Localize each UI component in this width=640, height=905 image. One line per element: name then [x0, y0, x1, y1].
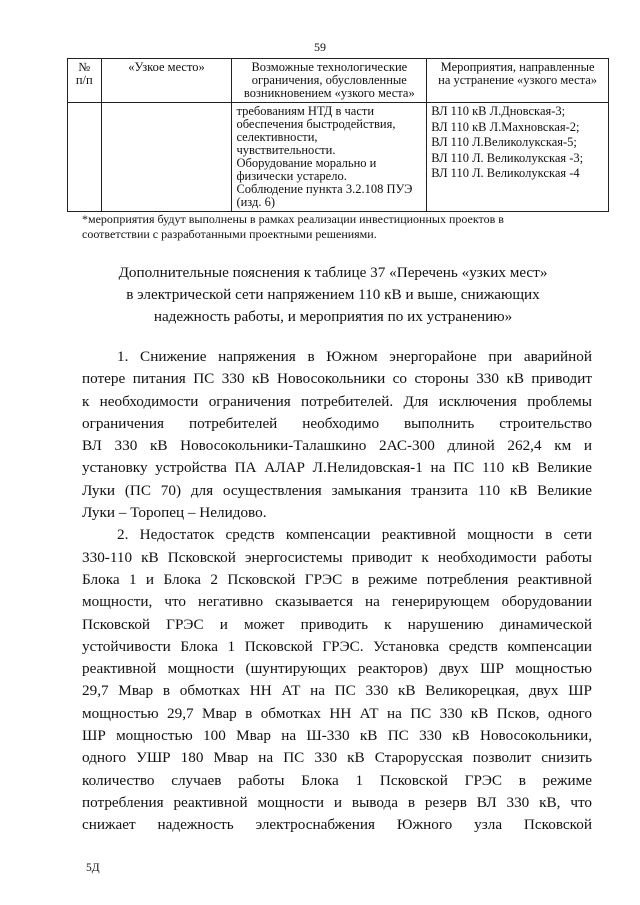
text-line: снижает надежность электроснабжения Южного узла Псковской — [82, 816, 592, 834]
heading-line: в электрической сети напряжением 110 кВ и выше, снижающих — [126, 286, 540, 303]
text-line: 29,7 Мвар в обмотках НН АТ на ПС 330 кВ Великорецкая, двух ШР — [82, 682, 592, 700]
text-line: Луки – Торопец – Нелидово. — [82, 504, 267, 522]
header-num-line: п/п — [75, 73, 93, 87]
header-num-line: № — [78, 60, 91, 74]
footnote-line: *мероприятия будут выполнены в рамках реализации инвестиционных проектов в — [82, 212, 504, 226]
cell-measures-line: ВЛ 110 Л. Великолукская -3; — [431, 150, 584, 165]
header-num — [68, 59, 102, 103]
cell-measures — [427, 103, 609, 212]
header-measures-line: на устранение «узкого места» — [438, 73, 598, 87]
text-line: мощностью 29,7 Мвар в обмотках НН АТ на ПС 330 кВ Псков, одного — [82, 704, 592, 722]
cell-limits-line: (изд. 6) — [236, 195, 276, 209]
cell-measures-line: ВЛ 110 кВ Л.Дновская-3; — [431, 104, 566, 118]
header-limits-line: Возможные технологические — [251, 60, 408, 74]
bottleneck-table — [67, 58, 609, 212]
cell-limits-line: требованиям НТД в части — [236, 104, 375, 118]
cell-limits-line: селективности, — [236, 130, 318, 144]
cell-measures-line: ВЛ 110 Л.Великолукская-5; — [431, 135, 577, 149]
cell-limits-line: физически устарело. — [236, 169, 347, 183]
cell-limits-line: Соблюдение пункта 3.2.108 ПУЭ — [236, 182, 413, 196]
header-limits-line: ограничения, обусловленные — [251, 73, 407, 87]
page-number: 59 — [314, 40, 326, 54]
heading-line: Дополнительные пояснения к таблице 37 «Перечень «узких мест» — [118, 264, 548, 281]
text-line: ШР мощностью 100 Мвар на Ш-330 кВ ПС 330 кВ Новосокольники, — [82, 727, 592, 745]
text-line: количество случаев работы Блока 1 Псковской ГРЭС в режиме — [82, 771, 592, 789]
cell-bottleneck — [101, 103, 232, 212]
header-measures-line: Мероприятия, направленные — [440, 60, 595, 74]
text-line: Блока 1 и Блока 2 Псковской ГРЭС в режиме потребления реактивной — [82, 570, 592, 588]
paragraph-1 — [82, 346, 592, 524]
header-limits — [232, 59, 427, 103]
cell-measures-line: ВЛ 110 кВ Л.Махновская-2; — [431, 119, 580, 134]
text-line: Псковской ГРЭС и может приводить к нарушению динамической — [82, 615, 592, 633]
paragraph-2 — [82, 524, 592, 836]
text-line: 2. Недостаток средств компенсации реактивной мощности в сети — [117, 526, 592, 544]
table-header-row — [68, 59, 609, 103]
section-heading — [60, 262, 606, 328]
body-text — [82, 346, 592, 837]
text-line: ограничения потребителей необходимо выполнить строительство — [82, 414, 592, 432]
footer-mark: 5Д — [86, 862, 100, 874]
text-line: 330-110 кВ Псковской энергосистемы приводит к необходимости работы — [82, 548, 592, 566]
footnote-line: соответствии с разработанными проектными решениями. — [82, 227, 377, 241]
text-line: потребления реактивной мощности и вывода в резерв ВЛ 330 кВ, что — [82, 793, 592, 811]
footnote — [82, 212, 616, 242]
text-line: реактивной мощности (шунтирующих реакторов) двух ШР мощностью — [82, 660, 592, 678]
header-limits-line: возникновением «узкого места» — [243, 86, 415, 100]
text-line: мощности, что негативно сказывается на генерирующем оборудовании — [82, 593, 592, 611]
text-line: потере питания ПС 330 кВ Новосокольники со стороны 330 кВ приводит — [82, 370, 592, 388]
text-line: устойчивости Блока 1 Псковской ГРЭС. Установка средств компенсации — [82, 637, 592, 655]
cell-limits — [232, 103, 427, 212]
text-line: ВЛ 330 кВ Новосокольники-Талашкино 2АС-300 длиной 262,4 км и — [82, 437, 592, 455]
text-line: установку устройства ПА АЛАР Л.Нелидовская-1 на ПС 110 кВ Великие — [82, 459, 592, 477]
heading-line: надежность работы, и мероприятия по их устранению» — [153, 308, 513, 325]
header-measures — [427, 59, 609, 103]
text-line: одного УШР 180 Мвар на ПС 330 кВ Старорусская позволит снизить — [82, 749, 592, 767]
header-bottleneck: «Узкое место» — [101, 59, 232, 103]
cell-measures-line: ВЛ 110 Л. Великолукская -4 — [431, 166, 580, 180]
table-row — [68, 103, 609, 212]
text-line: 1. Снижение напряжения в Южном энергорайоне при аварийной — [117, 348, 592, 365]
cell-num — [68, 103, 102, 212]
text-line: к необходимости ограничения потребителей. Для исключения проблемы — [82, 392, 592, 410]
cell-limits-line: Оборудование морально и — [236, 156, 377, 170]
cell-limits-line: обеспечения быстродействия, — [236, 117, 396, 131]
text-line: Луки (ПС 70) для осуществления замыкания транзита 110 кВ Великие — [82, 481, 592, 499]
cell-limits-line: чувствительности. — [236, 143, 336, 157]
